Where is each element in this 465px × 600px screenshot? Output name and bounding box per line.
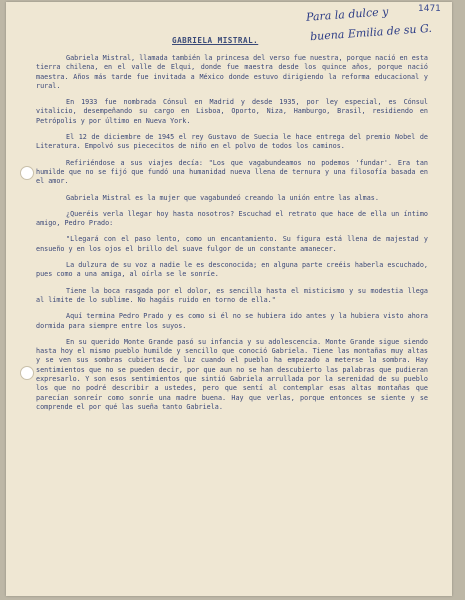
- paragraph: "Llegará con el paso lento, como un encantamiento. Su figura está llena de majestad y ensueño y en los ojos el brillo del suave fulgor de un constante amanecer.: [36, 235, 428, 253]
- punch-hole: [20, 366, 34, 380]
- paragraph: Tiene la boca rasgada por el dolor, es sencilla hasta el misticismo y su modestia llega al límite de lo sublime. No hagáis ruido en torno de ella.": [36, 286, 428, 304]
- paragraph: Refiriéndose a sus viajes decía: "Los que vagabundeamos no podemos 'fundar'. Era tan humilde que no se fijó que fundó una humanidad nueva llena de ternura y una filosofía basada en el amor.: [36, 158, 428, 186]
- handwritten-dedication-line-1: Para la dulce y: [305, 5, 389, 24]
- handwritten-number: 1471: [418, 4, 441, 14]
- document-body: [36, 54, 428, 419]
- punch-hole: [20, 166, 34, 180]
- paragraph: En 1933 fue nombrada Cónsul en Madrid y desde 1935, por ley especial, es Cónsul vitalicio, desempeñando su cargo en Lisboa, Oporto, Niza, Hamburgo, Brasil, residiendo en Petrópolis y por último en Nueva York.: [36, 98, 428, 125]
- paragraph: ¿Queréis verla llegar hoy hasta nosotros? Escuchad el retrato que hace de ella un íntimo amigo, Pedro Prado:: [36, 209, 428, 228]
- paragraph: Gabriela Mistral, llamada también la princesa del verso fue nuestra, porque nació en esta tierra chilena, en el valle de Elqui, donde fue maestra desde los quince años, porque nació maestra. Años más tarde fue invitada a México donde estuvo dirigiendo la reforma educacional y rural.: [36, 54, 428, 90]
- paragraph: Gabriela Mistral es la mujer que vagabundeó creando la unión entre las almas.: [66, 193, 379, 202]
- document-title: GABRIELA MISTRAL.: [172, 36, 259, 45]
- paragraph: Aquí termina Pedro Prado y es como si él no se hubiera ido antes y la hubiera visto ahora dormida para siempre entre los suyos.: [36, 312, 428, 330]
- paragraph: El 12 de diciembre de 1945 el rey Gustavo de Suecia le hace entrega del premio Nobel de Literatura. Empolvó sus piececitos de niño en el polvo de todos los caminos.: [36, 133, 428, 151]
- paragraph: La dulzura de su voz a nadie le es desconocida; en alguna parte creéis haberla escuchado, pues como a una amiga, al oírla se le sonríe.: [36, 261, 428, 279]
- paragraph: En su querido Monte Grande pasó su infancia y su adolescencia. Monte Grande sigue siendo hasta hoy el mismo pueblo humilde y sencillo que conoció Gabriela. Tiene las montañas muy altas y se ven sus sombras cubiertas de luz cuando el pueblo ha empezado a meterse la sombra. Hay sentimientos que no se pueden decir, por que aun no se han descubierto las palabras que pudieran expresarlo. Y son esos sentimientos que sintió Gabriela arrullada por la serenidad de su pueblo los que no podré describir a ustedes, pero que sentí al contemplar esas altas montañas que parecían sonreír como sonríe una madre buena. Hay que verlas, porque entonces se siente y se comprende el por qué las sueña tanto Gabriela.: [36, 337, 428, 411]
- handwritten-dedication-line-2: buena Emilia de su G.: [309, 21, 433, 44]
- document-page: [6, 2, 452, 596]
